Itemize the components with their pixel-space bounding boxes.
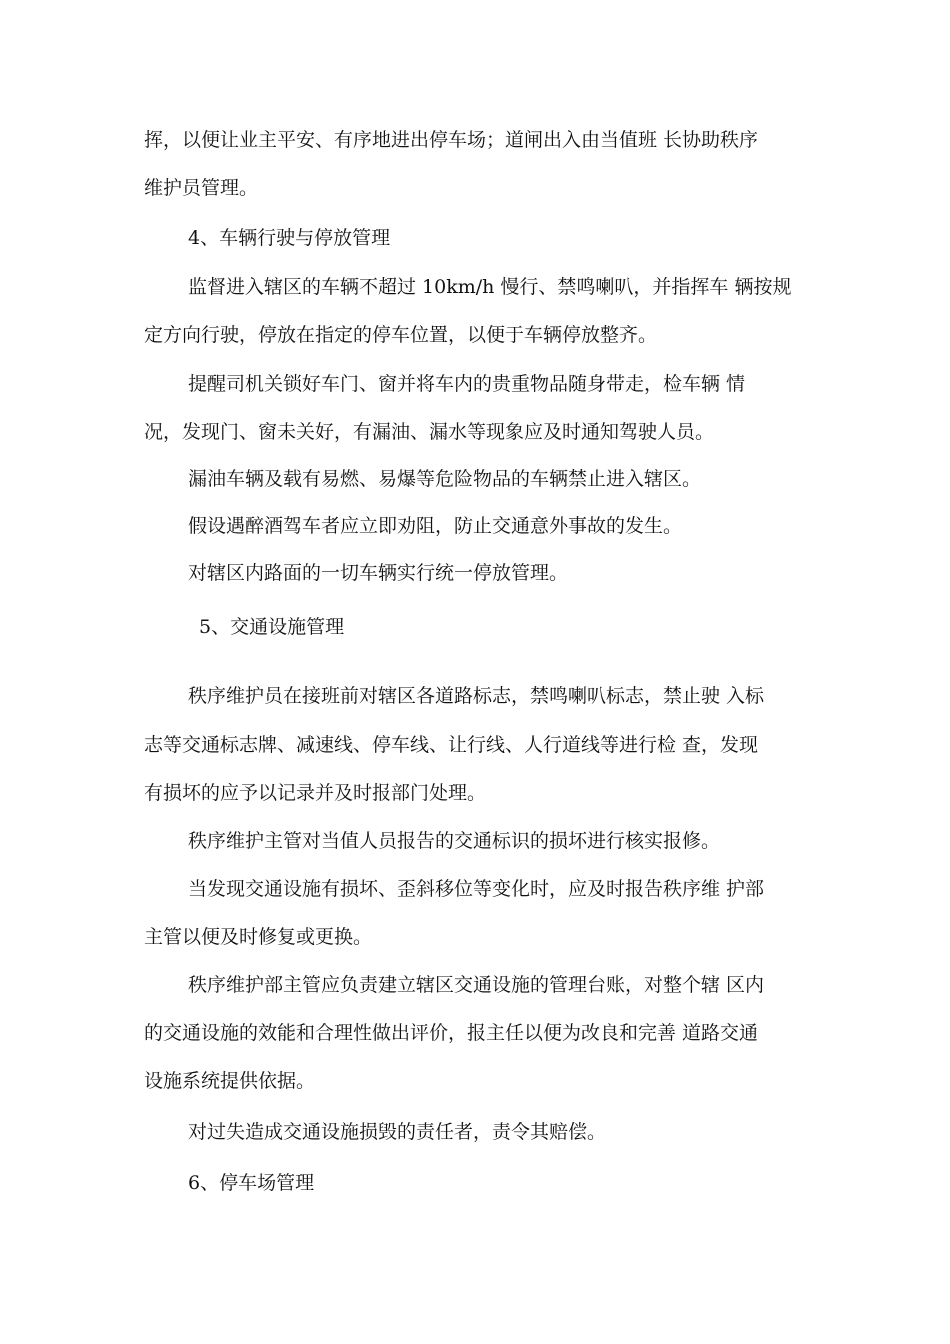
section-heading-6: 6、停车场管理 bbox=[188, 1172, 315, 1194]
paragraph-line: 漏油车辆及载有易燃、易爆等危险物品的车辆禁止进入辖区。 bbox=[188, 468, 702, 490]
paragraph-line: 假设遇醉酒驾车者应立即劝阻，防止交通意外事故的发生。 bbox=[188, 515, 683, 537]
paragraph-line: 有损坏的应予以记录并及时报部门处理。 bbox=[144, 782, 487, 804]
section-heading-5: 5、交通设施管理 bbox=[199, 616, 345, 638]
paragraph-line: 对过失造成交通设施损毁的责任者，责令其赔偿。 bbox=[188, 1121, 607, 1143]
paragraph-line: 的交通设施的效能和合理性做出评价，报主任以便为改良和完善 道路交通 bbox=[144, 1022, 759, 1044]
paragraph-line: 定方向行驶，停放在指定的停车位置，以便于车辆停放整齐。 bbox=[144, 324, 658, 346]
paragraph-line: 志等交通标志牌、减速线、停车线、让行线、人行道线等进行检 查，发现 bbox=[144, 734, 759, 756]
paragraph-line: 提醒司机关锁好车门、窗并将车内的贵重物品随身带走，检车辆 情 bbox=[188, 373, 746, 395]
paragraph-line: 当发现交通设施有损坏、歪斜移位等变化时，应及时报告秩序维 护部 bbox=[188, 878, 765, 900]
paragraph-line: 秩序维护部主管应负责建立辖区交通设施的管理台账，对整个辖 区内 bbox=[188, 974, 765, 996]
paragraph-line: 设施系统提供依据。 bbox=[144, 1070, 316, 1092]
paragraph-line: 主管以便及时修复或更换。 bbox=[144, 926, 373, 948]
paragraph-line: 况，发现门、窗未关好，有漏油、漏水等现象应及时通知驾驶人员。 bbox=[144, 421, 715, 443]
paragraph-line: 对辖区内路面的一切车辆实行统一停放管理。 bbox=[188, 562, 569, 584]
paragraph-line: 挥，以便让业主平安、有序地进出停车场；道闸出入由当值班 长协助秩序 bbox=[144, 129, 759, 151]
paragraph-line: 监督进入辖区的车辆不超过 10km/h 慢行、禁鸣喇叭，并指挥车 辆按规 bbox=[188, 276, 792, 298]
paragraph-line: 秩序维护主管对当值人员报告的交通标识的损坏进行核实报修。 bbox=[188, 830, 721, 852]
section-heading-4: 4、车辆行驶与停放管理 bbox=[188, 227, 391, 249]
paragraph-line: 维护员管理。 bbox=[144, 177, 259, 199]
paragraph-line: 秩序维护员在接班前对辖区各道路标志，禁鸣喇叭标志，禁止驶 入标 bbox=[188, 685, 765, 707]
